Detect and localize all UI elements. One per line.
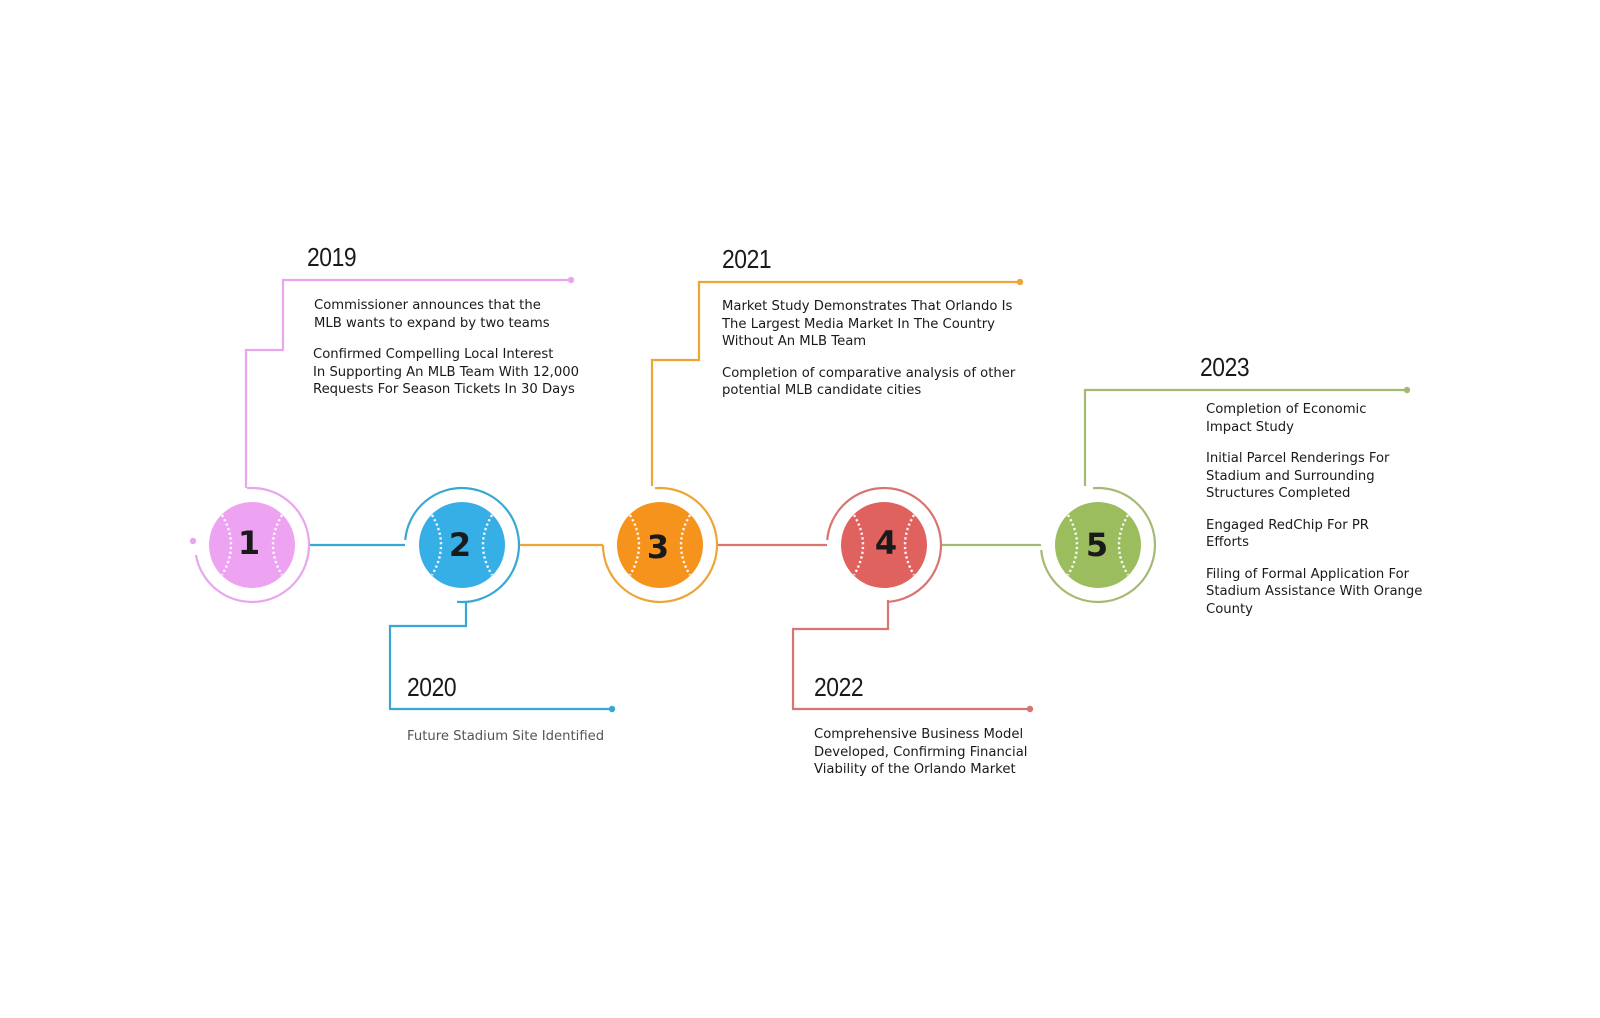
milestone-1-item-1: Commissioner announces that the MLB wants to expand by two teams	[314, 298, 550, 331]
milestone-5-number: 5	[1085, 526, 1109, 564]
milestone-5-item-2: Initial Parcel Renderings For Stadium and Surrounding Structures Completed	[1206, 451, 1390, 501]
milestone-4-number: 4	[874, 524, 898, 562]
milestone-2-number: 2	[448, 526, 472, 564]
milestone-5-year: 2023	[1200, 352, 1250, 382]
milestone-5-item-4: Filing of Formal Application For Stadium Assistance With Orange County	[1206, 566, 1423, 617]
milestone-2-year: 2020	[407, 672, 457, 702]
milestone-1-year: 2019	[307, 242, 357, 272]
milestone-3-year: 2021	[722, 244, 772, 274]
milestone-3-description	[722, 298, 1042, 400]
milestone-1-description	[314, 297, 604, 399]
milestone-4-leader-dot	[1027, 706, 1033, 712]
milestone-2-description	[407, 728, 667, 746]
milestone-3-number: 3	[646, 528, 670, 566]
milestone-1-item-2: Confirmed Compelling Local Interest In Supporting An MLB Team With 12,000 Requests For Season Tickets In 30 Days	[313, 347, 580, 397]
milestone-4-item-1: Comprehensive Business Model Developed, Confirming Financial Viability of the Orlando Market	[814, 727, 1028, 777]
milestone-3-item-1: Market Study Demonstrates That Orlando Is The Largest Media Market In The Country Without An MLB Team	[722, 299, 1013, 349]
milestone-2-leader-dot	[609, 706, 615, 712]
milestone-1-number: 1	[237, 524, 261, 562]
milestone-5-item-3: Engaged RedChip For PR Efforts	[1206, 517, 1369, 550]
milestone-1-leader-dot	[568, 277, 574, 283]
milestone-3-item-2: Completion of comparative analysis of other potential MLB candidate cities	[722, 365, 1016, 398]
milestone-5-description	[1206, 401, 1466, 618]
milestone-5-leader-dot	[1404, 387, 1410, 393]
timeline-start-dot	[190, 538, 196, 544]
milestone-2-item-1: Future Stadium Site Identified	[407, 729, 605, 744]
milestone-4-description	[814, 726, 1074, 779]
milestone-5-item-1: Completion of Economic Impact Study	[1206, 402, 1367, 435]
milestone-3-leader-dot	[1017, 279, 1023, 285]
milestone-4-year: 2022	[814, 672, 864, 702]
